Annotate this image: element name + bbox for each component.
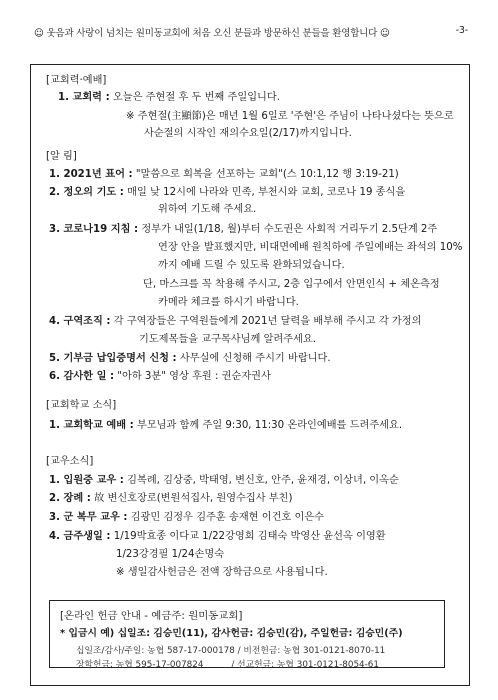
item-text: 매일 낮 12시에 나라와 민족, 부천시와 교회, 코로나 19 종식을 <box>127 187 406 198</box>
member-item-funeral <box>49 491 292 507</box>
section-title: [알 림] <box>46 151 77 162</box>
item-text: "아하 3분" 영상 후원 : 권순자권사 <box>117 371 271 382</box>
item-label: 4. 구역조직 : <box>49 316 111 327</box>
item-label: 2. 장례 : <box>49 493 91 504</box>
member-item-birthdays <box>49 529 386 545</box>
item-label: 5. 기부금 납입증명서 신청 : <box>49 353 177 364</box>
offering-account-line: 장학헌금: 농협 595-17-007824 / 선교헌금: 농협 301-0121-8054-61 <box>76 660 380 670</box>
page-number: -3- <box>455 25 468 36</box>
calendar-item <box>58 90 280 106</box>
header-welcome-text: ☺ 웃음과 사랑이 넘치는 원미동교회에 처음 오신 분들과 방문하신 분들을 환영합니다 ☺ <box>34 28 390 39</box>
offering-title: [온라인 헌금 안내 - 예금주: 원미동교회] <box>60 610 243 622</box>
item-text: 김복례, 김상중, 박태영, 변신호, 안주, 윤재경, 이상녀, 이옥순 <box>127 475 399 486</box>
item-text-cont: 위하여 기도해 주세요. <box>158 204 257 215</box>
item-text: 각 구역장들은 구역원들에게 2021년 달력을 배부해 주시고 각 가정의 <box>113 316 422 327</box>
item-text: 사무실에 신청해 주시기 바랍니다. <box>179 353 331 364</box>
announcement-item-motto <box>49 167 399 183</box>
announcement-item-district <box>49 314 421 330</box>
item-label: 1. 교회학교 예배 : <box>49 420 134 431</box>
item-label: 6. 감사한 일 : <box>49 371 115 382</box>
item-label: 1. 교회력 : <box>58 92 110 103</box>
item-label: 2. 정오의 기도 : <box>49 187 124 198</box>
item-text: 1/19박효종 이다교 1/22강영희 김태숙 박영산 윤선옥 이영환 <box>113 531 386 542</box>
item-label: 1. 입원중 교우 : <box>49 475 124 486</box>
item-text: 오늘은 주현절 후 두 번째 주일입니다. <box>112 92 280 103</box>
section-title: [교회학교 소식] <box>46 400 117 411</box>
offering-account-line: 십일조/감사/주일: 농협 587-17-000178 / 비전헌금: 농협 301-0121-8070-11 <box>76 646 386 656</box>
item-label: 3. 군 복무 교우 : <box>49 512 128 523</box>
item-text: 김광민 김정우 김주훈 송재현 이건호 이은수 <box>130 512 325 523</box>
announcement-item-covid <box>49 222 437 238</box>
section-title: [교우소식] <box>46 456 94 467</box>
announcement-item-prayer <box>49 185 405 201</box>
school-item <box>49 418 402 434</box>
item-text: "말씀으로 회복을 선포하는 교회"(스 10:1,12 행 3:19-21) <box>135 169 399 180</box>
item-text-cont: 카메라 체크를 하시기 바랍니다. <box>158 297 299 308</box>
item-text: 故 변신호장로(변원석집사, 원영수집사 부친) <box>94 493 293 504</box>
item-label: 4. 금주생일 : <box>49 531 111 542</box>
member-item-military <box>49 510 324 526</box>
item-label: 1. 2021년 표어 : <box>49 169 133 180</box>
bulletin-frame <box>30 64 470 686</box>
birthday-note: ※ 생일감사헌금은 전액 장학금으로 사용됩니다. <box>116 567 328 578</box>
offering-deposit-example: * 입금시 예) 십일조: 김승민(11), 감사헌금: 김승민(감), 주일헌금: 김승민(주) <box>60 628 403 639</box>
item-text-cont: 단, 마스크를 꼭 착용해 주시고, 2층 입구에서 안면인식 + 체온측정 <box>143 279 440 290</box>
item-text-cont: 까지 예배 드릴 수 있도록 완화되었습니다. <box>158 260 345 271</box>
item-text-cont: 기도제목들을 교구목사님께 알려주세요. <box>139 334 317 345</box>
member-item-hospital <box>49 473 399 489</box>
announcement-item-receipt <box>49 351 331 367</box>
item-text: 정부가 내일(1/18, 월)부터 수도권은 사회적 거리두기 2.5단계 2주 <box>141 224 438 235</box>
announcement-item-thanks <box>49 369 271 385</box>
online-offering-box <box>49 600 445 668</box>
page-header <box>34 25 468 39</box>
item-text-cont: 1/23강경필 1/24손명숙 <box>116 549 225 560</box>
item-text-cont: 연장 안을 발표했지만, 비대면예배 원칙하에 주일예배는 좌석의 10% <box>158 242 463 253</box>
item-text: 부모님과 함께 주일 9:30, 11:30 온라인예배를 드려주세요. <box>136 420 403 431</box>
calendar-note-cont: 사순절의 시작인 재의수요일(2/17)까지입니다. <box>144 128 352 139</box>
section-title: [교회력·예배] <box>46 75 107 86</box>
calendar-note: ※ 주현절(主顯節)은 매년 1월 6일로 '주현'은 주님이 나타나셨다는 뜻으로 <box>126 111 454 122</box>
item-label: 3. 코로나19 지침 : <box>49 224 139 235</box>
